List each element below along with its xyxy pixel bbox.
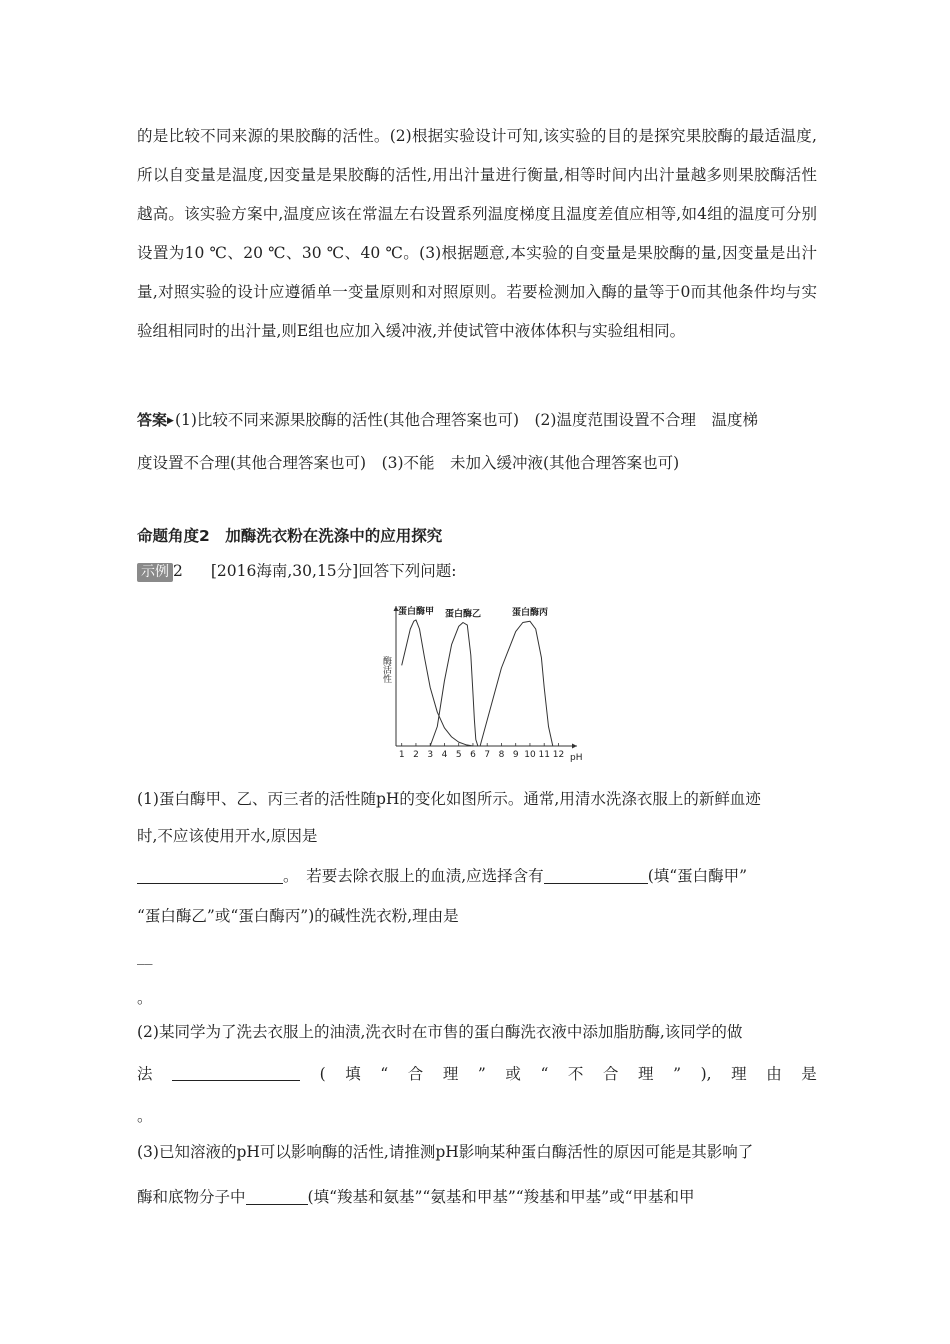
q2-word: 不 [567,1065,584,1083]
answer-line-1 [137,408,758,433]
q3-line-2 [137,1185,695,1209]
q2-word: 理 [731,1065,747,1083]
answer-blank-2[interactable] [544,865,648,884]
x-tick-label: 11 [538,750,550,760]
q1-line-3-end: (填“蛋白酶甲” [647,867,748,885]
q2-word: 合 [602,1065,619,1083]
answer-blank-4[interactable] [246,1186,308,1205]
q1-line-3-mid: 。 若要去除衣服上的血渍,应选择含有 [283,867,544,885]
q3-line-2-start: 酶和底物分子中 [137,1188,246,1206]
q2-line-1: (2)某同学为了洗去衣服上的油渍,洗衣时在市售的蛋白酶洗衣液中添加脂肪酶,该同学的做 [137,1023,743,1041]
q1-line-4: “蛋白酶乙”或“蛋白酶丙”)的碱性洗衣粉,理由是 [137,907,459,925]
q2-word: “ [380,1065,389,1083]
series-label-3: 蛋白酶丙 [511,608,548,619]
series-label-1: 蛋白酶甲 [397,606,434,617]
x-tick-label: 5 [455,750,462,760]
series-label-2: 蛋白酶乙 [444,609,481,620]
x-tick-label: 9 [512,750,519,760]
q2-word: 法 [137,1065,153,1083]
series-line-3 [480,621,553,746]
q1-line-5[interactable]: __ [137,947,153,965]
y-axis-label: 酶活性 [381,656,391,683]
q1-line-2: 时,不应该使用开水,原因是 [137,827,318,845]
chart-labels [398,605,548,620]
x-tick-label: 8 [498,750,505,760]
q2-word: 或 [505,1065,521,1083]
chart-curves [402,620,553,746]
x-tick-label: 3 [427,750,434,760]
q2-word: ( [319,1065,326,1083]
explanation-paragraph: 的是比较不同来源的果胶酶的活性。(2)根据实验设计可知,该实验的目的是探究果胶酶的最适温度,所以自变量是温度,因变量是果胶酶的活性,用出汁量进行衡量,相等时间内出汁量越多则果胶酶活性越高。该实验方案中,温度应该在常温左右设置系列温度梯度且温度差值应相等,如4组的温度可分别设置为10 ℃、20 ℃、30 ℃、40 ℃。(3)根据题意,本实验的自变量是果胶酶的量,因变量是出汁量,对照实验的设计应遵循单一变量原则和对照原则。若要检测加入酶的量等于0而其他条件均与实验组相同时的出汁量,则E组也应加入缓冲液,并使试管中液体体积与实验组相同。 [137,127,817,340]
series-line-2 [430,623,478,747]
x-axis-arrow [572,744,577,749]
q2-line-3: 。 [137,1107,153,1125]
x-tick-label: 12 [552,750,565,760]
x-tick-label: 1 [398,750,405,760]
enzyme-activity-chart [372,598,587,768]
q2-word: ), [700,1065,712,1083]
answer-text-1: (1)比较不同来源果胶酶的活性(其他合理答案也可) (2)温度范围设置不合理 温度梯 [174,411,758,429]
x-tick-label: 10 [524,750,536,760]
answer-blank-3[interactable] [172,1062,300,1081]
answer-blank-1[interactable] [137,865,283,884]
x-tick-label: 4 [441,750,448,760]
q2-word: 理 [442,1065,459,1083]
q3-line-2-end: (填“羧基和氨基”“氨基和甲基”“羧基和甲基”或“甲基和甲 [307,1188,695,1206]
x-tick-label: 2 [413,750,419,760]
example-number: 2 [173,562,183,580]
section-heading: 命题角度2 加酶洗衣粉在洗涤中的应用探究 [137,527,443,545]
x-axis-label: pH [570,753,583,763]
q1-line-3 [137,864,747,888]
answer-tag: 答案 [137,411,168,429]
q2-word: 理 [638,1065,654,1083]
q2-line-2 [137,1062,817,1086]
q1-line-1: (1)蛋白酶甲、乙、丙三者的活性随pH的变化如图所示。通常,用清水洗涤衣服上的新鲜血迹 [137,790,761,808]
q2-word: 合 [407,1065,424,1083]
x-tick-label: 6 [470,750,476,760]
q3-line-1: (3)已知溶液的pH可以影响酶的活性,请推测pH影响某种蛋白酶活性的原因可能是其影响了 [137,1143,754,1161]
x-tick-label: 7 [484,750,491,760]
answer-line-2: 度设置不合理(其他合理答案也可) (3)不能 未加入缓冲液(其他合理答案也可) [137,454,680,472]
q1-line-6: 。 [137,989,153,1007]
q2-word: “ [540,1065,549,1083]
q2-word: ” [477,1065,486,1083]
example-badge: 示例 [137,563,173,582]
q2-word: ” [673,1065,682,1083]
example-line [137,559,456,583]
q2-word: 是 [801,1065,817,1083]
example-source: [2016海南,30,15分]回答下列问题: [210,562,457,580]
q2-word: 填 [345,1065,361,1083]
answer-arrow-icon: ▶ [167,416,174,426]
q2-word: 由 [766,1065,782,1083]
